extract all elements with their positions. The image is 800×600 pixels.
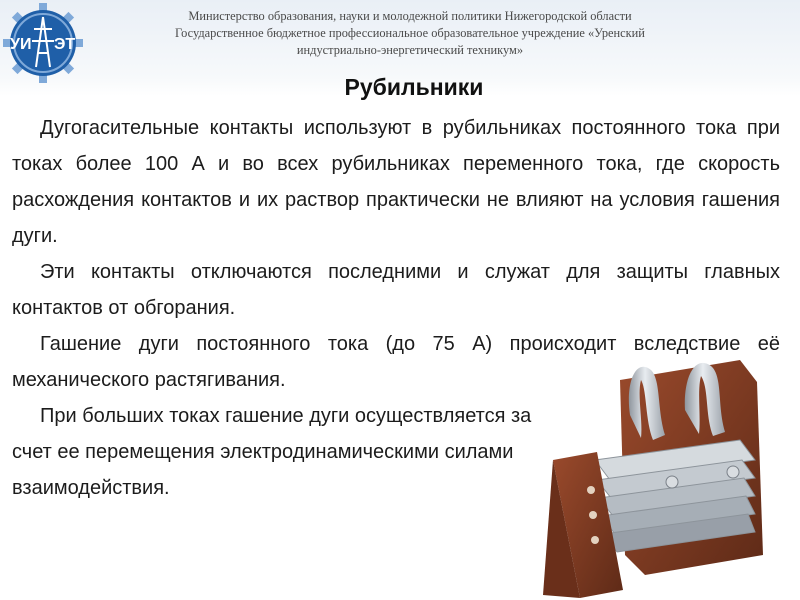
institution-header: [100, 8, 720, 59]
rivet: [589, 511, 597, 519]
page-title: Рубильники: [344, 74, 484, 100]
header-line-ministry: Министерство образования, науки и молодежной политики Нижегородской области: [188, 9, 632, 23]
logo-text-right: ЭТ: [54, 36, 76, 53]
header-line-institution: Государственное бюджетное профессиональное образовательное учреждение «Уренский: [175, 26, 645, 40]
rivet: [587, 486, 595, 494]
rivet: [591, 536, 599, 544]
logo-text-left: УИ: [10, 36, 32, 53]
arc-chute-icon: [525, 340, 800, 600]
paragraph-high-current: При больших токах гашение дуги осуществляется за счет ее перемещения электродинамическими силами взаимодействия.: [12, 405, 532, 499]
paragraph-arc-contacts: Дугогасительные контакты используют в рубильниках постоянного тока при токах более 100 А и во всех рубильниках переменного тока, где скорость расхождения контактов и их раствор практически не влияют на условия гашения дуги.: [12, 117, 780, 247]
arc-chute-plates: [595, 440, 755, 552]
header-line-institution-end: индустриально-энергетический техникум»: [296, 43, 524, 57]
paragraph-dc-arc-quenching: Гашение дуги постоянного тока (до 75 А) происходит вследствие её механического растягивания.: [12, 333, 780, 391]
rivet: [666, 476, 678, 488]
college-logo-icon: [3, 3, 83, 83]
rivet: [727, 466, 739, 478]
paragraph-contact-protection: Эти контакты отключаются последними и служат для защиты главных контактов от обгорания.: [12, 261, 780, 319]
